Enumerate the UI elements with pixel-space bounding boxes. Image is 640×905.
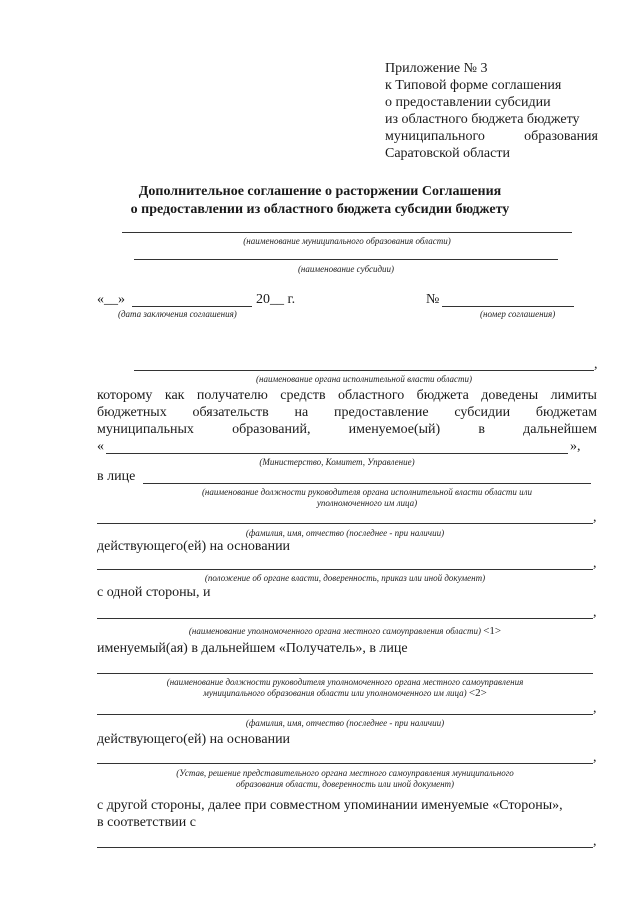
- accordance-label: в соответствии с: [97, 815, 196, 830]
- municipality-input-line[interactable]: [122, 232, 572, 233]
- agreement-number-line[interactable]: [442, 306, 574, 307]
- appendix-line: к Типовой форме соглашения: [385, 78, 562, 93]
- date-day-open: «__»: [97, 292, 125, 307]
- footnote-ref: <1>: [483, 625, 502, 637]
- basis-input-line[interactable]: [97, 569, 593, 570]
- paragraph-line: [97, 404, 597, 421]
- number-sign: №: [426, 292, 440, 307]
- named-recipient-label: именуемый(ая) в дальнейшем «Получатель», в лице: [97, 641, 408, 656]
- local-authority-caption: [97, 626, 593, 637]
- fio-input-line-2[interactable]: [97, 714, 593, 715]
- word: в: [478, 422, 485, 437]
- number-caption: (номер соглашения): [480, 309, 556, 319]
- head-position-line[interactable]: [143, 483, 591, 484]
- authority-caption: (наименование органа исполнительной власти области): [255, 374, 472, 384]
- charter-caption: (Устав, решение представительного органа местного самоуправления муниципального: [176, 768, 514, 778]
- appendix-number: Приложение № 3: [385, 61, 488, 76]
- title-line: о предоставлении из областного бюджета субсидии бюджету: [130, 202, 510, 217]
- fio-caption: (фамилия, имя, отчество (последнее - при наличии): [245, 528, 445, 538]
- in-person-label: в лице: [97, 469, 136, 484]
- word: муниципальных: [97, 422, 194, 437]
- acting-basis-label: действующего(ей) на основании: [97, 539, 291, 554]
- word: которому: [97, 388, 153, 403]
- charter-input-line[interactable]: [97, 763, 593, 764]
- municipality-caption: (наименование муниципального образования области): [243, 236, 451, 246]
- date-caption: (дата заключения соглашения): [118, 309, 237, 319]
- head-position-caption: (наименование должности руководителя органа исполнительной власти области или: [201, 487, 533, 497]
- appendix-word: образования: [524, 129, 598, 144]
- word: доведены: [481, 388, 539, 403]
- ministry-input-line[interactable]: [106, 453, 568, 454]
- comma: ,: [593, 605, 597, 620]
- one-side-label: с одной стороны, и: [97, 585, 211, 600]
- head-position-caption-2: уполномоченного им лица): [316, 498, 418, 508]
- accordance-input-line[interactable]: [97, 847, 593, 848]
- appendix-line: [385, 128, 598, 145]
- charter-caption-2: образования области, доверенность или иной документ): [235, 779, 455, 789]
- word: на: [294, 405, 309, 420]
- local-authority-line[interactable]: [97, 618, 593, 619]
- acting-basis-label-2: действующего(ей) на основании: [97, 732, 291, 747]
- caption-text: (наименование уполномоченного органа местного самоуправления области): [188, 626, 481, 636]
- appendix-line: о предоставлении субсидии: [385, 95, 551, 110]
- appendix-word: муниципального: [385, 129, 485, 144]
- local-position-caption-2: [97, 688, 593, 699]
- document-title: [0, 183, 640, 219]
- word: средств: [280, 388, 326, 403]
- fio-caption-2: (фамилия, имя, отчество (последнее - при наличии): [245, 718, 445, 728]
- word: получателю: [196, 388, 268, 403]
- local-position-line[interactable]: [97, 673, 593, 674]
- word: областного: [338, 388, 405, 403]
- quote-open: «: [97, 439, 104, 454]
- subsidy-caption: (наименование субсидии): [297, 264, 395, 274]
- word: обязательств: [192, 405, 269, 420]
- word: дальнейшем: [523, 422, 597, 437]
- fio-input-line[interactable]: [97, 523, 593, 524]
- comma: ,: [593, 701, 597, 716]
- word: как: [164, 388, 185, 403]
- caption-text: муниципального образования области или уполномоченного им лица): [203, 688, 467, 698]
- word: субсидии: [454, 405, 511, 420]
- word: лимиты: [550, 388, 597, 403]
- footnote-ref: <2>: [468, 687, 487, 699]
- authority-input-line[interactable]: [134, 370, 594, 371]
- comma: ,: [593, 556, 597, 571]
- word: образований,: [232, 422, 311, 437]
- appendix-block: [385, 60, 598, 162]
- other-side-label: с другой стороны, далее при совместном упоминании именуемые «Стороны»,: [97, 798, 563, 813]
- date-month-line[interactable]: [132, 306, 252, 307]
- ministry-caption: (Министерство, Комитет, Управление): [259, 457, 415, 467]
- comma: ,: [594, 357, 598, 372]
- word: бюджета: [416, 388, 469, 403]
- word: именуемое(ый): [348, 422, 441, 437]
- quote-close: »,: [570, 439, 581, 454]
- local-position-caption: (наименование должности руководителя уполномоченного органа местного самоуправления: [166, 677, 524, 687]
- date-year: 20__ г.: [256, 292, 296, 307]
- paragraph-line: [97, 421, 597, 438]
- appendix-line: из областного бюджета бюджету: [385, 112, 580, 127]
- appendix-line: Саратовской области: [385, 146, 510, 161]
- word: бюджетных: [97, 405, 167, 420]
- basis-caption: (положение об органе власти, доверенность, приказ или иной документ): [204, 573, 486, 583]
- comma: ,: [593, 750, 597, 765]
- comma: ,: [593, 510, 597, 525]
- paragraph-line: [97, 387, 597, 404]
- subsidy-input-line[interactable]: [134, 259, 558, 260]
- word: предоставление: [334, 405, 429, 420]
- word: бюджетам: [535, 405, 597, 420]
- comma: ,: [593, 834, 597, 849]
- title-line: Дополнительное соглашение о расторжении Соглашения: [138, 184, 502, 199]
